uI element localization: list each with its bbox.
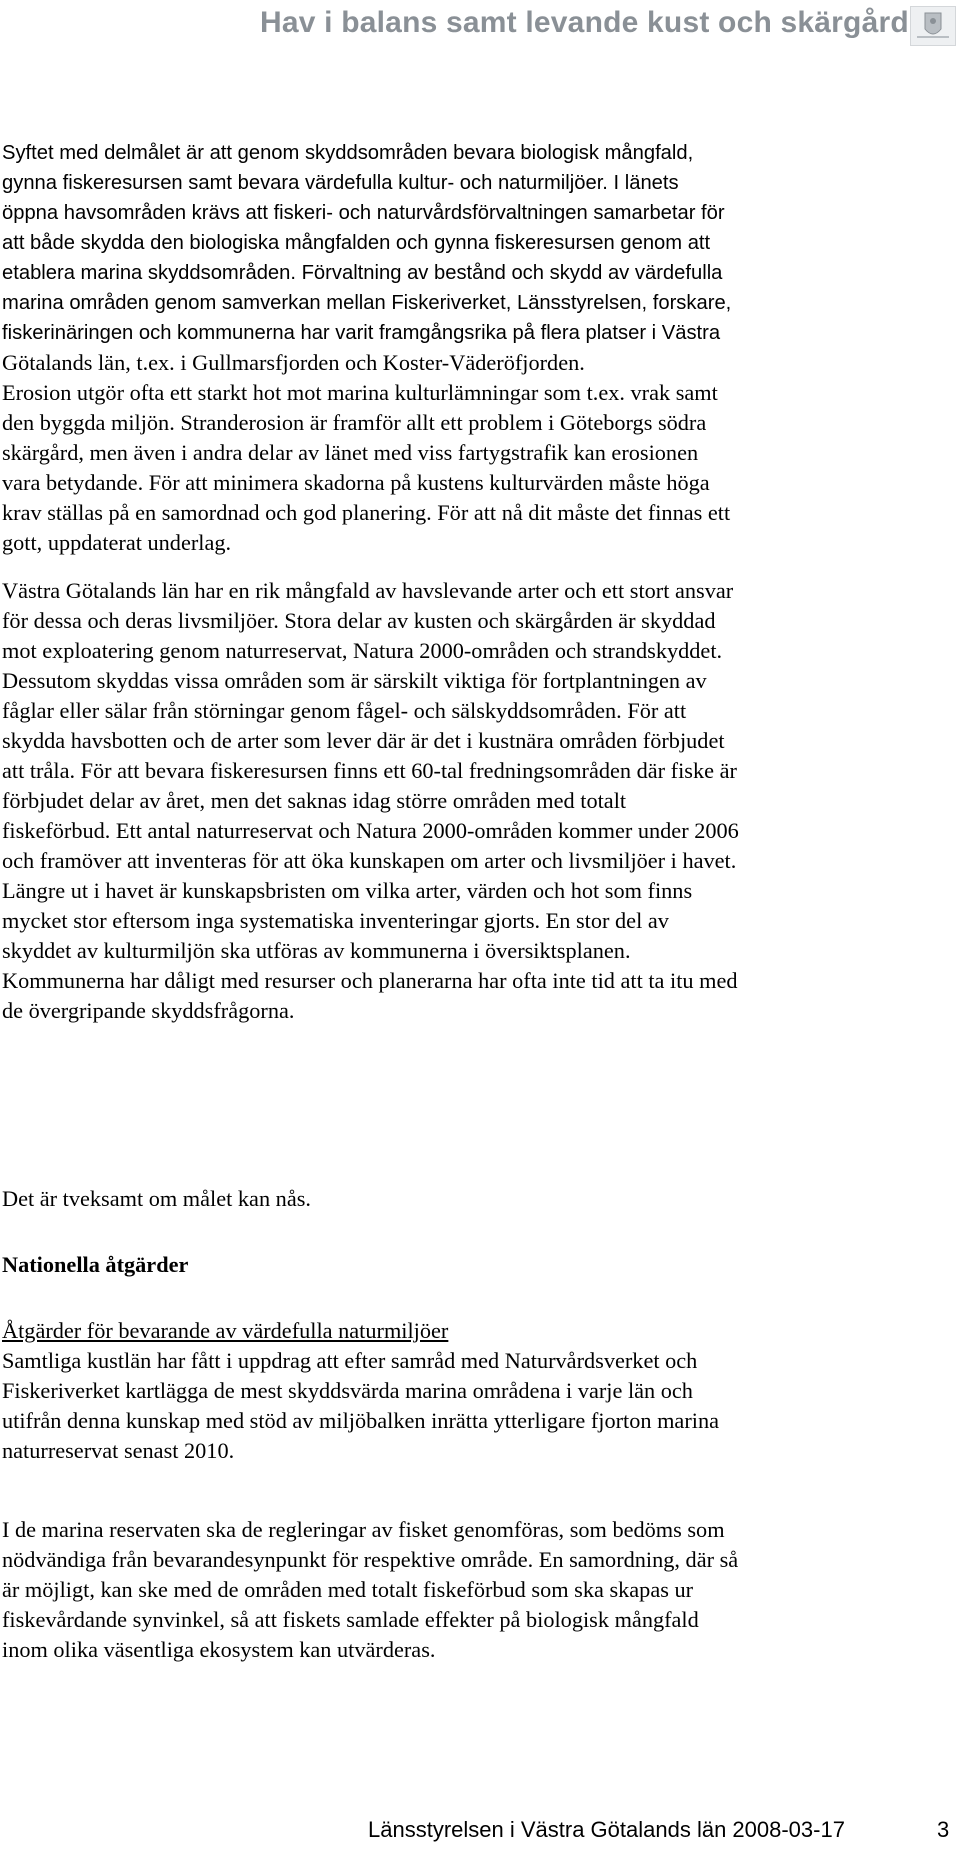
text-line: fåglar eller sälar från störningar genom fågel- och sälskyddsområden. För att	[2, 698, 687, 723]
text-line: Syftet med delmålet är att genom skyddsområden bevara biologisk mångfald,	[2, 142, 694, 164]
text-line: skärgård, men även i andra delar av länet med viss fartygstrafik kan erosionen	[2, 440, 699, 465]
text-line: förbjudet delar av året, men det saknas idag större områden med totalt	[2, 788, 627, 813]
section-heading-block	[2, 1250, 958, 1280]
text-line: öppna havsområden krävs att fiskeri- och naturvårdsförvaltningen samarbetar för	[2, 202, 725, 224]
footer-text: Länsstyrelsen i Västra Götalands län 2008-03-17	[368, 1817, 845, 1842]
text-line: Kommunerna har dåligt med resurser och planerarna har ofta inte tid att ta itu med	[2, 968, 738, 993]
section-heading: Nationella åtgärder	[2, 1252, 189, 1277]
text-line: Samtliga kustlän har fått i uppdrag att efter samråd med Naturvårdsverket och	[2, 1348, 698, 1373]
text-line: mot exploatering genom naturreservat, Natura 2000-områden och strandskyddet.	[2, 638, 723, 663]
text-line: Västra Götalands län har en rik mångfald av havslevande arter och ett stort ansvar	[2, 578, 734, 603]
subsection-block	[2, 1316, 958, 1466]
text-line: för dessa och deras livsmiljöer. Stora delar av kusten och skärgården är skyddad	[2, 608, 716, 633]
text-line: de övergripande skyddsfrågorna.	[2, 998, 295, 1023]
text-line: mycket stor eftersom inga systematiska inventeringar gjorts. En stor del av	[2, 908, 669, 933]
text-line: Fiskeriverket kartlägga de mest skyddsvärda marina områdena i varje län och	[2, 1378, 693, 1403]
text-line: I de marina reservaten ska de regleringar av fisket genomföras, som bedöms som	[2, 1517, 725, 1542]
doubt-paragraph	[2, 1184, 958, 1214]
text-line: etablera marina skyddsområden. Förvaltning av bestånd och skydd av värdefulla	[2, 262, 723, 284]
text-line: fiskevårdande synvinkel, så att fiskets samlade effekter på biologisk mångfald	[2, 1607, 699, 1632]
text-line: inom olika väsentliga ekosystem kan utvärderas.	[2, 1637, 436, 1662]
intro-paragraph	[2, 138, 958, 348]
county-coat-of-arms-icon	[910, 6, 956, 46]
vastra-gotaland-paragraph	[2, 576, 958, 1026]
text-line: skydda havsbotten och de arter som lever där är det i kustnära områden förbjudet	[2, 728, 725, 753]
text-line: marina områden genom samverkan mellan Fiskeriverket, Länsstyrelsen, forskare,	[2, 292, 732, 314]
text-line: är möjligt, kan ske med de områden med totalt fiskeförbud som ska skapas ur	[2, 1577, 694, 1602]
text-line: gott, uppdaterat underlag.	[2, 530, 232, 555]
text-line: Erosion utgör ofta ett starkt hot mot marina kulturlämningar som t.ex. vrak samt	[2, 380, 718, 405]
text-line: naturreservat senast 2010.	[2, 1438, 235, 1463]
header-title: Hav i balans samt levande kust och skärgård	[260, 6, 909, 39]
text-line: fiskerinäringen och kommunerna har varit framgångsrika på flera platser i Västra	[2, 322, 721, 344]
text-line: fiskeförbud. Ett antal naturreservat och Natura 2000-områden kommer under 2006	[2, 818, 739, 843]
text-line: att tråla. För att bevara fiskeresursen finns ett 60-tal fredningsområden där fiske är	[2, 758, 737, 783]
serif-continuation	[2, 348, 958, 378]
text-line: Det är tveksamt om målet kan nås.	[2, 1186, 311, 1211]
text-line: gynna fiskeresursen samt bevara värdefulla kultur- och naturmiljöer. I länets	[2, 172, 679, 194]
text-line: och framöver att inventeras för att öka kunskapen om arter och livsmiljöer i havet.	[2, 848, 737, 873]
text-line: vara betydande. För att minimera skadorna på kustens kulturvärden måste höga	[2, 470, 710, 495]
text-line: Dessutom skyddas vissa områden som är särskilt viktiga för fortplantningen av	[2, 668, 707, 693]
page-header	[0, 0, 960, 60]
text-line: skyddet av kulturmiljön ska utföras av kommunerna i översiktsplanen.	[2, 938, 631, 963]
text-line: krav ställas på en samordnad och god planering. För att nå dit måste det finnas ett	[2, 500, 731, 525]
text-line: att både skydda den biologiska mångfalden och gynna fiskeresursen genom att	[2, 232, 711, 254]
text-line: Götalands län, t.ex. i Gullmarsfjorden och Koster-Väderöfjorden.	[2, 350, 585, 375]
reservaten-paragraph	[2, 1515, 958, 1665]
text-line: den byggda miljön. Stranderosion är framför allt ett problem i Göteborgs södra	[2, 410, 707, 435]
text-line: Längre ut i havet är kunskapsbristen om vilka arter, värden och hot som finns	[2, 878, 693, 903]
text-line: nödvändiga från bevarandesynpunkt för respektive område. En samordning, där så	[2, 1547, 739, 1572]
text-line: utifrån denna kunskap med stöd av miljöbalken inrätta ytterligare fjorton marina	[2, 1408, 719, 1433]
erosion-paragraph	[2, 378, 958, 558]
page-number: 3	[937, 1817, 950, 1842]
subsection-heading: Åtgärder för bevarande av värdefulla naturmiljöer	[2, 1318, 449, 1343]
